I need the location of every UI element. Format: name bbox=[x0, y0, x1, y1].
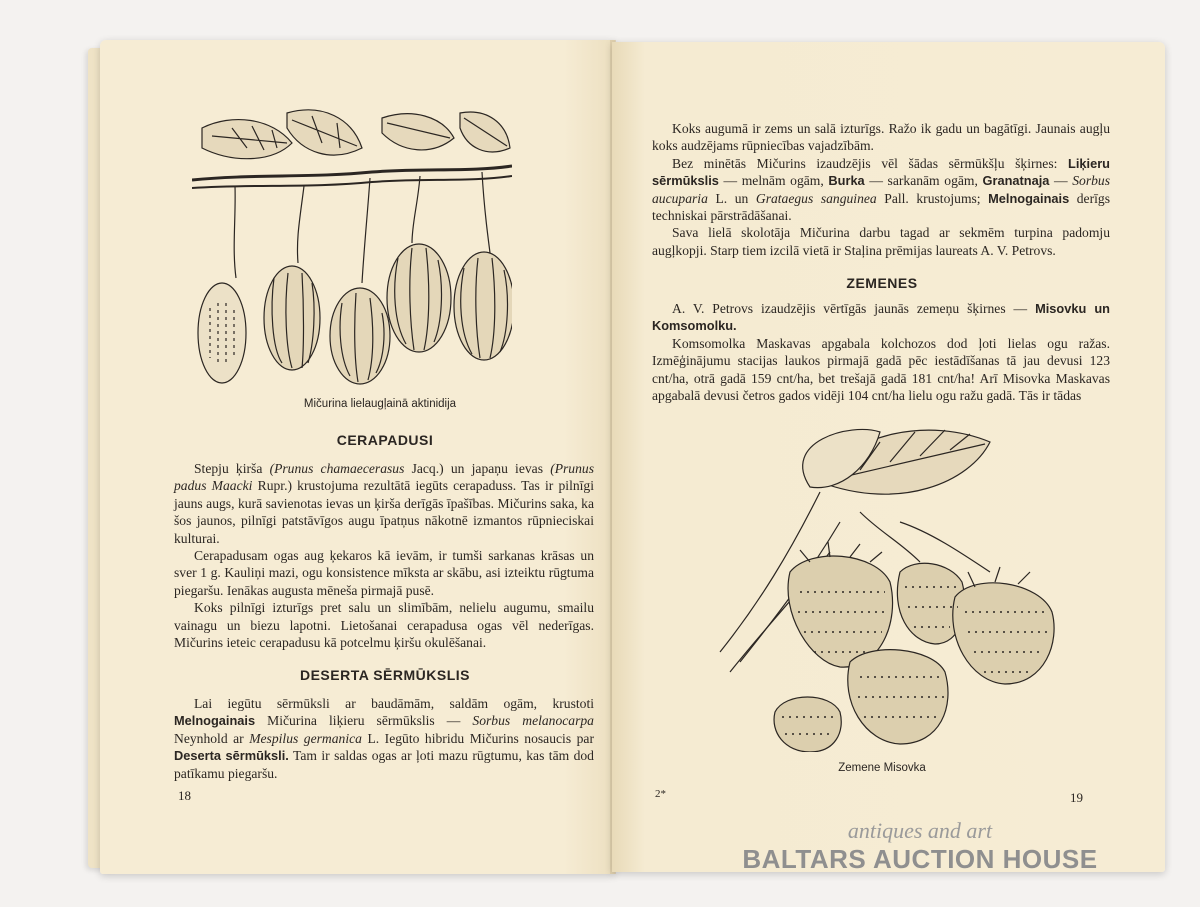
paragraph: Sava lielā skolotāja Mičurina darbu tagad ar sekmēm turpina padomju augļkopji. Starp tiem izcilā vietā ir Staļina prēmijas laureats A. V. Petrovs. bbox=[652, 225, 1110, 258]
text-run: L. Iegūto hibridu Mičurins nosaucis par bbox=[361, 730, 594, 746]
latin-name: (Prunus padus Maacki bbox=[174, 461, 594, 494]
text-run: Mičurina liķieru sērmūkslis — bbox=[255, 713, 473, 729]
paragraph: Cerapadusam ogas aug ķekaros kā ievām, ir tumši sarkanas krāsas un sver 1 g. Kauliņi mazi, ogu konsistence mīksta ar skābu, asi izteiktu rūgtuma piegaršu. Ienākas augusta mēneša pirmajā pusē. bbox=[174, 548, 594, 598]
paragraph bbox=[652, 155, 1110, 225]
text-run: — bbox=[1049, 173, 1073, 189]
text-run: Jacq.) un japaņu ievas bbox=[404, 461, 551, 476]
illustration-caption: Mičurina lielaugļainā aktinidija bbox=[303, 398, 457, 410]
variety-name: Melnogainais bbox=[988, 190, 1070, 206]
left-page bbox=[100, 40, 615, 874]
illustration-caption: Zemene Misovka bbox=[838, 762, 926, 774]
text-run: derīgs techniskai pārstrādāšanai. bbox=[652, 190, 1110, 224]
paragraph: Koks pilnīgi izturīgs pret salu un slimībām, nelielu augumu, smailu vainagu un biezu lapotni. Lietošanai cerapadusa ogas vēl nederīgas. Mičurins ieteic cerapadusu kā potcelmu ķiršu okulēšanai. bbox=[174, 600, 594, 651]
text-run: — melnām ogām, bbox=[718, 173, 829, 189]
signature-mark: 2* bbox=[655, 788, 666, 800]
watermark-tagline: antiques and art bbox=[847, 818, 993, 843]
paragraph: Koks augumā ir zems un salā izturīgs. Ražo ik gadu un bagātīgi. Jaunais augļu koks audzējams rūpniecības vajadzībām. bbox=[652, 121, 1110, 154]
variety-name: Liķieru sērmūkslis bbox=[652, 155, 1110, 189]
variety-name: Melnogainais bbox=[174, 713, 256, 729]
variety-name: Deserta sērmūksli. bbox=[174, 748, 289, 764]
paragraph bbox=[174, 695, 594, 782]
intro-text bbox=[652, 120, 1110, 259]
auction-watermark bbox=[720, 818, 1120, 875]
zemenes-text bbox=[652, 300, 1110, 404]
text-run: Bez minētās Mičurins izaudzējis vēl šādas sērmūkšļu šķirnes: bbox=[672, 155, 1069, 171]
latin-name: Sorbus aucuparia bbox=[652, 173, 1111, 206]
text-run: L. un bbox=[707, 190, 756, 206]
section-title-zemenes: ZEMENES bbox=[846, 275, 918, 291]
section-body-deserta bbox=[174, 695, 594, 782]
variety-name: Granatnaja bbox=[982, 173, 1050, 189]
text-run: Stepju ķirša bbox=[194, 461, 270, 476]
section-body-cerapadusi bbox=[174, 460, 594, 651]
section-title-deserta-sermukslis: DESERTA SĒRMŪKSLIS bbox=[299, 667, 470, 683]
latin-name: Sorbus melanocarpa bbox=[472, 713, 594, 729]
paragraph bbox=[174, 460, 594, 547]
section-title-cerapadusi: CERAPADUSI bbox=[336, 432, 434, 448]
latin-name: Grataegus sanguinea bbox=[755, 190, 877, 206]
strawberry-illustration bbox=[700, 422, 1070, 752]
right-page bbox=[612, 42, 1165, 872]
text-run: Neynhold ar bbox=[174, 730, 250, 746]
text-run: Rupr.) krustojuma rezultātā iegūts cerapaduss. Tas ir pilnīgi jauns augs, kurā savienotas ievas un ķirša derīgās īpašības. Mičurins saka, ka šos jaunos, pilnīgi patstāvīgos augu īpatņus nākotnē izmantos rūpnieciskai kulturai. bbox=[174, 478, 594, 546]
kiwi-illustration bbox=[192, 108, 512, 398]
watermark-brand: BALTARS AUCTION HOUSE bbox=[742, 844, 1098, 874]
text-run: Pall. krustojums; bbox=[876, 190, 989, 206]
latin-name: Mespilus germanica bbox=[249, 730, 362, 746]
variety-name: Misovku un Komsomolku. bbox=[652, 301, 1111, 334]
variety-name: Burka bbox=[828, 173, 865, 189]
text-run: Tam ir saldas ogas ar ļoti mazu rūgtumu, kas tām dod patīkamu piegaršu. bbox=[174, 748, 594, 781]
page-number: 19 bbox=[1070, 790, 1083, 805]
paragraph bbox=[652, 300, 1110, 335]
text-run: Lai iegūtu sērmūksli ar baudāmām, saldām ogām, krustoti bbox=[194, 696, 594, 711]
latin-name: (Prunus chamaecerasus bbox=[269, 461, 405, 476]
paragraph: Komsomolka Maskavas apgabala kolchozos dod ļoti lielas ogu ražas. Izmēģinājumu stacijas laukos pirmajā gadā pēc iestādīšanas tā jau devusi 123 cnt/ha, otrā gadā 159 cnt/ha, bet trešajā gadā 181 cnt/ha! Arī Misovka Maskavas apgabalā devusi četros gados vidēji 104 cnt/ha lielu ogu ražu gadā. Tās ir tādas bbox=[652, 335, 1110, 404]
page-number: 18 bbox=[178, 788, 191, 803]
text-run: A. V. Petrovs izaudzējis vērtīgās jaunās zemeņu šķirnes — bbox=[672, 301, 1036, 316]
text-run: — sarkanām ogām, bbox=[864, 173, 983, 189]
